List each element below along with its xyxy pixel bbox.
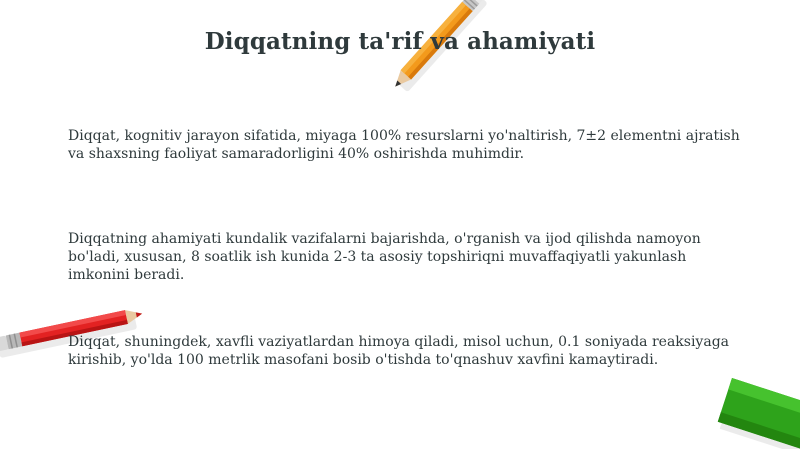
paragraph-safety: Diqqat, shuningdek, xavfli vaziyatlardan himoya qiladi, misol uchun, 0.1 soniyada reaksiyaga kirishib, yo'lda 100 metrlik masofani bosib o'tishda to'qnashuv xavfini kamaytiradi. xyxy=(68,334,730,368)
paragraph-importance: Diqqatning ahamiyati kundalik vazifalarni bajarishda, o'rganish va ijod qilishda namoyon bo'ladi, xususan, 8 soatlik ish kunida 2-3 ta asosiy topshiriqni muvaffaqiyatli yakunlash imkonini beradi. xyxy=(68,231,701,283)
slide-title: Diqqatning ta'rif va ahamiyati xyxy=(204,28,596,55)
green-marker-icon xyxy=(712,362,800,449)
paragraph-definition: Diqqat, kognitiv jarayon sifatida, miyaga 100% resurslarni yo'naltirish, 7±2 elementni ajratish va shaxsning faoliyat samaradorligini 40% oshirishda muhimdir. xyxy=(68,128,740,162)
